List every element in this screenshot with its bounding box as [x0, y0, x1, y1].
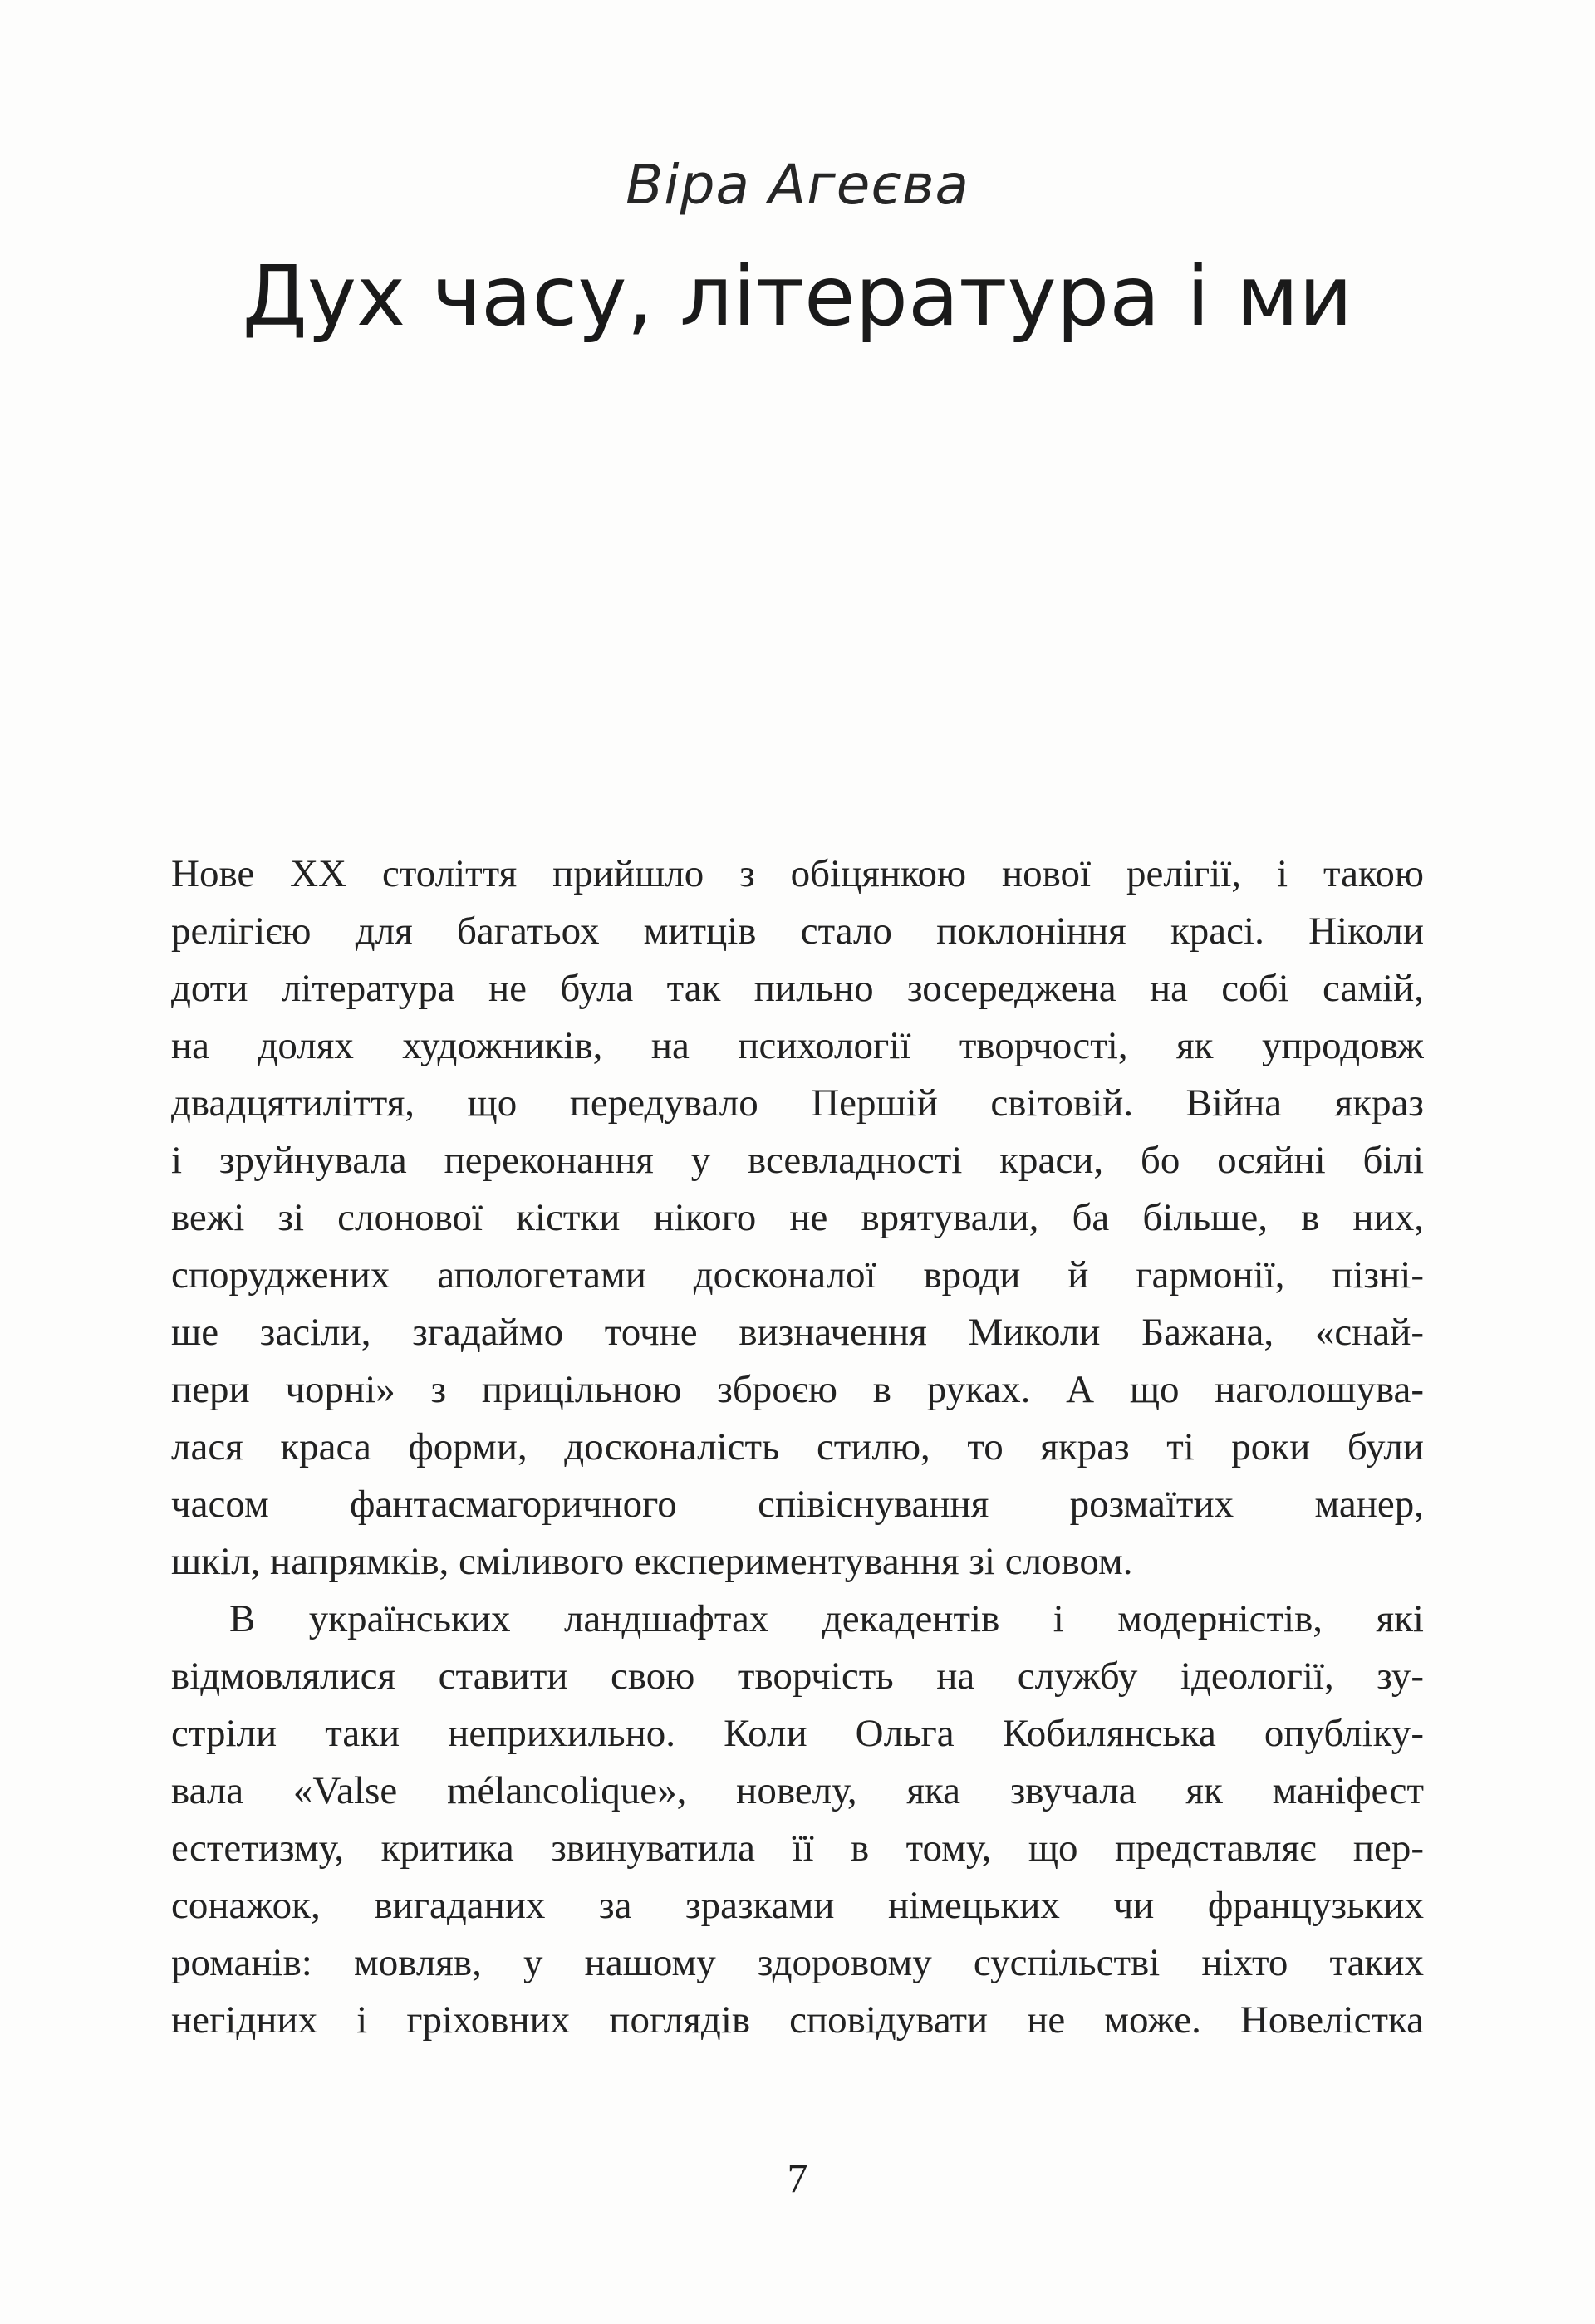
page-number: 7 — [787, 2155, 808, 2201]
paragraph-1-line: лася краса форми, досконалість стилю, то якраз ті роки були — [171, 1425, 1424, 1468]
paragraph-1-line: доти література не була так пильно зосереджена на собі самій, — [171, 967, 1424, 1010]
paragraph-1-line: і зруйнувала переконання у всевладності краси, бо осяйні білі — [171, 1139, 1424, 1182]
paragraph-1-line: пери чорні» з прицільною зброєю в руках. А що наголошува- — [171, 1368, 1424, 1411]
paragraph-1-line: Нове XX століття прийшло з обіцянкою нової релігії, і такою — [171, 852, 1424, 895]
paragraph-2-line: вала «Valse mélancolique», новелу, яка звучала як маніфест — [171, 1769, 1424, 1812]
chapter-title: Дух часу, література і ми — [242, 248, 1353, 345]
body-text — [171, 846, 1424, 2049]
paragraph-1-line: релігією для багатьох митців стало поклоніння красі. Ніколи — [171, 909, 1424, 953]
paragraph-1-line: ше засіли, згадаймо точне визначення Миколи Бажана, «снай- — [171, 1311, 1424, 1354]
paragraph-2-line: В українських ландшафтах декадентів і модерністів, які — [229, 1597, 1424, 1640]
author-name: Віра Агеєва — [626, 153, 969, 217]
paragraph-2-line: стріли таки неприхильно. Коли Ольга Кобилянська опубліку- — [171, 1712, 1424, 1755]
paragraph-2-line: сонажок, вигаданих за зразками німецьких чи французьких — [171, 1884, 1424, 1927]
paragraph-2-line: негідних і гріховних поглядів сповідувати не може. Новелістка — [171, 1998, 1424, 2042]
paragraph-1-line: шкіл, напрямків, сміливого експериментування зі словом. — [171, 1540, 1133, 1583]
paragraph-1-line: споруджених апологетами досконалої вроди й гармонії, пізні- — [171, 1253, 1424, 1297]
paragraph-1-line: двадцятиліття, що передувало Першій світовій. Війна якраз — [171, 1081, 1424, 1125]
paragraph-1-line: часом фантасмагоричного співіснування розмаїтих манер, — [171, 1483, 1424, 1526]
paragraph-2-line: естетизму, критика звинуватила її в тому, що представляє пер- — [171, 1826, 1424, 1870]
paragraph-1-line: вежі зі слонової кістки нікого не врятували, ба більше, в них, — [171, 1196, 1424, 1239]
paragraph-2-line: романів: мовляв, у нашому здоровому суспільстві ніхто таких — [171, 1941, 1424, 1984]
paragraph-1-line: на долях художників, на психології творчості, як упродовж — [171, 1024, 1424, 1067]
paragraph-2-line: відмовлялися ставити свою творчість на службу ідеології, зу- — [171, 1655, 1424, 1698]
